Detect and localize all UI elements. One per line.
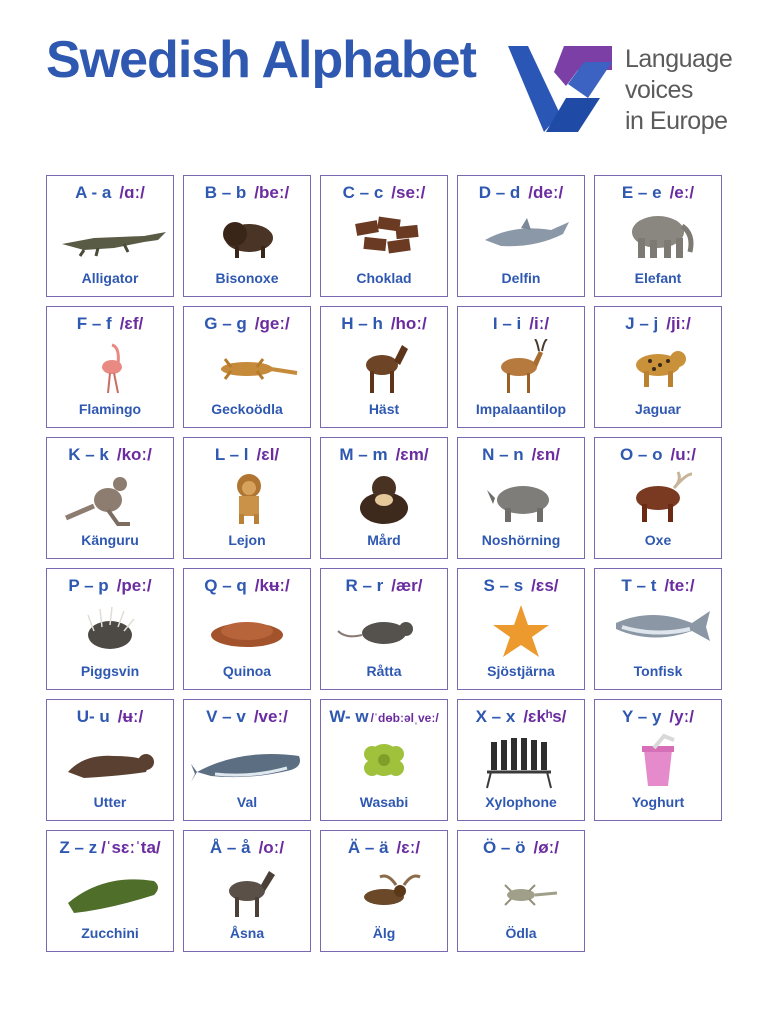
flamingo-icon (51, 339, 169, 397)
letter-card (320, 175, 448, 297)
card-heading (595, 182, 721, 204)
card-pronunciation: /yː/ (669, 707, 694, 726)
card-pronunciation: /ʉː/ (117, 707, 144, 726)
card-pronunciation: /teː/ (664, 576, 695, 595)
card-letter: X – x (475, 707, 516, 726)
card-word: Xylophone (485, 794, 557, 810)
card-pronunciation: /ɛs/ (531, 576, 559, 595)
letter-card (183, 175, 311, 297)
letter-card (46, 568, 174, 690)
card-pronunciation: /kʉː/ (254, 576, 290, 595)
card-letter: L – l (214, 445, 249, 464)
card-word: Impalaantilop (475, 401, 567, 417)
card-pronunciation: /ɛl/ (256, 445, 280, 464)
card-heading (47, 444, 173, 466)
card-word: Känguru (81, 532, 139, 548)
tuna-icon (599, 601, 717, 659)
card-letter: F – f (76, 314, 112, 333)
letter-card (46, 175, 174, 297)
card-pronunciation: /ɛm/ (395, 445, 429, 464)
starfish-icon (462, 601, 580, 659)
card-heading (47, 575, 173, 597)
card-letter: Å – å (209, 838, 251, 857)
card-heading (595, 575, 721, 597)
card-word: Wasabi (359, 794, 409, 810)
letter-card (594, 568, 722, 690)
card-word: Flamingo (78, 401, 142, 417)
otter-icon (51, 732, 169, 790)
card-heading (184, 182, 310, 204)
card-heading (458, 575, 584, 597)
card-word: Lejon (228, 532, 266, 548)
horse-icon (325, 339, 443, 397)
card-word: Råtta (366, 663, 402, 679)
card-letter: M – m (339, 445, 388, 464)
letter-card (457, 306, 585, 428)
card-pronunciation: /geː/ (254, 314, 290, 333)
card-word: Jaguar (635, 401, 681, 417)
card-pronunciation: /koː/ (116, 445, 152, 464)
letter-card (183, 830, 311, 952)
card-heading (321, 313, 447, 335)
card-letter: Y – y (622, 707, 662, 726)
card-word: Älg (372, 925, 396, 941)
lion-icon (188, 470, 306, 528)
card-letter: D – d (478, 183, 521, 202)
gecko-icon (188, 339, 306, 397)
card-heading (321, 575, 447, 597)
xylophone-icon (462, 732, 580, 790)
card-letter: A - a (75, 183, 112, 202)
card-pronunciation: /ɛː/ (396, 838, 421, 857)
bison-icon (188, 208, 306, 266)
card-heading (458, 837, 584, 859)
wasabi-icon (325, 732, 443, 790)
card-word: Sjöstjärna (487, 663, 555, 679)
quinoa-icon (188, 601, 306, 659)
card-word: Choklad (356, 270, 412, 286)
letter-card (457, 437, 585, 559)
letter-card (320, 437, 448, 559)
marten-icon (325, 470, 443, 528)
card-word: Yoghurt (631, 794, 685, 810)
card-letter: J – j (625, 314, 659, 333)
card-word: Utter (93, 794, 127, 810)
card-heading (321, 706, 447, 728)
card-letter: Z – z (59, 838, 98, 857)
letter-card (46, 830, 174, 952)
letter-card (457, 830, 585, 952)
card-heading (47, 706, 173, 728)
ox-icon (599, 470, 717, 528)
letter-card (457, 175, 585, 297)
card-heading (47, 313, 173, 335)
letter-card (183, 699, 311, 821)
card-heading (321, 182, 447, 204)
card-heading (184, 837, 310, 859)
card-heading (458, 706, 584, 728)
whale-icon (188, 732, 306, 790)
card-heading (458, 313, 584, 335)
card-pronunciation: /iː/ (529, 314, 550, 333)
card-letter: U- u (76, 707, 110, 726)
letter-card (183, 568, 311, 690)
card-letter: Ä – ä (347, 838, 389, 857)
card-letter: C – c (342, 183, 384, 202)
card-pronunciation: /deː/ (528, 183, 564, 202)
card-word: Alligator (81, 270, 139, 286)
card-pronunciation: /ɛn/ (531, 445, 560, 464)
letter-card (594, 175, 722, 297)
card-word: Tonfisk (633, 663, 683, 679)
lizard-icon (462, 863, 580, 921)
card-heading (184, 444, 310, 466)
letter-card (594, 306, 722, 428)
card-word: Mård (367, 532, 401, 548)
letter-card (320, 568, 448, 690)
card-heading (321, 444, 447, 466)
card-letter: I – i (492, 314, 522, 333)
card-pronunciation: /eː/ (669, 183, 695, 202)
card-letter: B – b (204, 183, 247, 202)
card-heading (47, 182, 173, 204)
elephant-icon (599, 208, 717, 266)
card-word: Häst (368, 401, 400, 417)
letter-card (594, 437, 722, 559)
card-letter: N – n (482, 445, 524, 464)
chocolate-icon (325, 208, 443, 266)
card-heading (458, 182, 584, 204)
card-letter: K – k (68, 445, 109, 464)
card-pronunciation: /ɛkʰs/ (523, 707, 567, 726)
card-word: Åsna (229, 925, 265, 941)
logo-line: voices (625, 76, 693, 104)
letter-card (320, 306, 448, 428)
zucchini-icon (51, 863, 169, 921)
card-letter: P – p (68, 576, 109, 595)
card-letter: V – v (206, 707, 246, 726)
letter-card (594, 699, 722, 821)
letter-card (320, 699, 448, 821)
card-pronunciation: /oː/ (258, 838, 285, 857)
card-pronunciation: /beː/ (254, 183, 290, 202)
card-letter: S – s (483, 576, 524, 595)
card-pronunciation: /øː/ (533, 838, 559, 857)
card-letter: Ö – ö (482, 838, 526, 857)
card-letter: W- w (329, 707, 369, 726)
card-pronunciation: /ˈdɵbːəlˌveː/ (370, 711, 439, 725)
card-letter: T – t (621, 576, 657, 595)
card-heading (47, 837, 173, 859)
card-word: Elefant (634, 270, 682, 286)
card-word: Oxe (644, 532, 672, 548)
card-letter: E – e (621, 183, 662, 202)
letter-card (46, 699, 174, 821)
card-pronunciation: /ær/ (391, 576, 423, 595)
card-pronunciation: /peː/ (116, 576, 152, 595)
jaguar-icon (599, 339, 717, 397)
card-pronunciation: /seː/ (391, 183, 426, 202)
card-letter: Q – q (204, 576, 247, 595)
card-letter: G – g (204, 314, 247, 333)
donkey-icon (188, 863, 306, 921)
card-word: Ödla (505, 925, 537, 941)
card-word: Delfin (501, 270, 541, 286)
rat-icon (325, 601, 443, 659)
yoghurt-icon (599, 732, 717, 790)
card-pronunciation: /ˈsɛːˈta/ (101, 838, 161, 857)
card-word: Bisonoxe (215, 270, 279, 286)
card-heading (595, 444, 721, 466)
card-pronunciation: /veː/ (253, 707, 288, 726)
card-pronunciation: /ɛf/ (119, 314, 144, 333)
card-heading (321, 837, 447, 859)
logo-line: Language (625, 45, 733, 73)
card-word: Quinoa (222, 663, 272, 679)
page-title: Swedish Alphabet (46, 31, 476, 89)
letter-card (183, 437, 311, 559)
card-word: Zucchini (81, 925, 139, 941)
moose-icon (325, 863, 443, 921)
letter-card (183, 306, 311, 428)
dolphin-icon (462, 208, 580, 266)
card-heading (184, 313, 310, 335)
card-word: Piggsvin (80, 663, 140, 679)
kangaroo-icon (51, 470, 169, 528)
card-heading (595, 706, 721, 728)
letter-card (46, 437, 174, 559)
letter-card (46, 306, 174, 428)
letter-card (457, 568, 585, 690)
letter-card (320, 830, 448, 952)
logo-line: in Europe (625, 107, 728, 135)
card-word: Noshörning (481, 532, 561, 548)
card-word: Val (236, 794, 258, 810)
card-word: Geckoödla (211, 401, 283, 417)
alligator-icon (51, 208, 169, 266)
card-pronunciation: /jiː/ (666, 314, 691, 333)
card-pronunciation: /hoː/ (390, 314, 427, 333)
impala-icon (462, 339, 580, 397)
card-pronunciation: /ɑː/ (119, 183, 145, 202)
card-heading (184, 575, 310, 597)
card-letter: H – h (341, 314, 383, 333)
card-letter: R – r (345, 576, 384, 595)
card-letter: O – o (619, 445, 663, 464)
card-pronunciation: /uː/ (670, 445, 696, 464)
card-heading (184, 706, 310, 728)
letter-card (457, 699, 585, 821)
card-heading (458, 444, 584, 466)
rhino-icon (462, 470, 580, 528)
card-heading (595, 313, 721, 335)
porcupine-icon (51, 601, 169, 659)
